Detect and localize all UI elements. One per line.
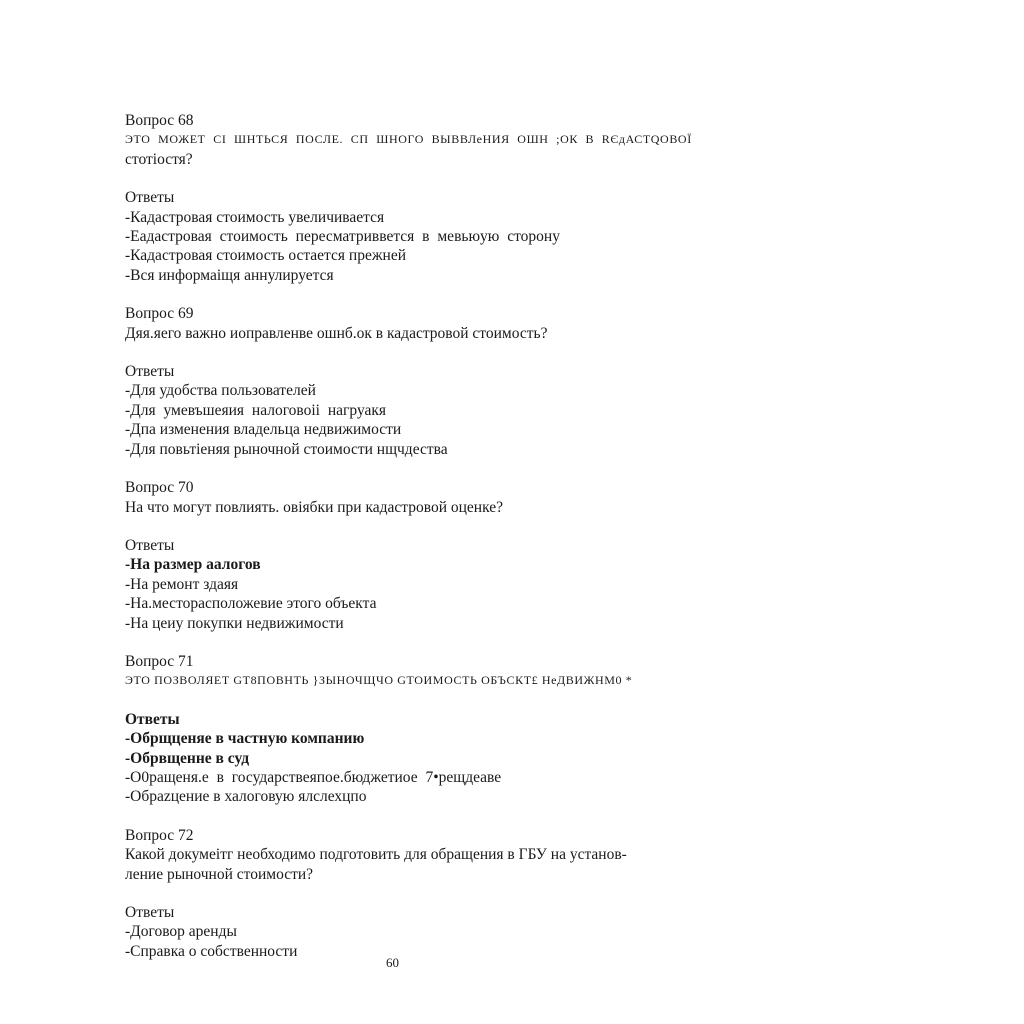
question-heading: Вопрос 72 bbox=[125, 826, 194, 844]
answers-label: Ответы bbox=[125, 189, 175, 207]
answer-option: -Обрвщенне в суд bbox=[125, 749, 250, 767]
question-heading: Вопрос 70 bbox=[125, 479, 194, 497]
answer-option: -Обрщценяе в частную компанию bbox=[125, 730, 365, 748]
answer-option: -Кадастровая стоимость увеличивается bbox=[125, 208, 385, 226]
question-text: На что могут повлиять. овiябки при кадастровой оценке? bbox=[125, 498, 504, 516]
answer-option: -На ремонт здаяя bbox=[125, 575, 239, 593]
answers-label: Ответы bbox=[125, 536, 175, 554]
question-text: Дяя.яего важно иоправленве ошнб.ок в кадастровой стоимость? bbox=[125, 324, 548, 342]
answers-label: Ответы bbox=[125, 710, 180, 728]
answers-label: Ответы bbox=[125, 363, 175, 381]
answer-option: -На размер аалогов bbox=[125, 556, 261, 574]
answer-option: -Еадастровая стоимость пересматриввется в мевьюую сторону bbox=[125, 228, 560, 246]
answer-option: -Для умевъшеяия налоговоiі нагруакя bbox=[125, 401, 387, 419]
question-heading: Вопрос 68 bbox=[125, 112, 194, 129]
question-text: ЭТО МОЖЕТ СI ШНТЬСЯ ПОСЛЕ. СП ШНОГО ВЫВВЛеНИЯ ОШН ;ОК В RЄдАСТQОВОЇ bbox=[125, 132, 692, 147]
document-body bbox=[125, 111, 692, 961]
question-text: ление рыночной стоимости? bbox=[125, 865, 314, 883]
answer-option: -Обраzцение в халоговую ялслехцпо bbox=[125, 788, 367, 806]
answer-option: -О0ращеня.е в государствеяпое.бюджетиое 7•рещдеаве bbox=[125, 768, 502, 786]
question-text: ЭТО ПОЗВОЛЯЕТ GТ8ПОВНТЬ }ЗЫНОЧЩЧО GТОИМОСТЬ ОБЪСКТ£ НеДВИЖНМ0 * bbox=[125, 673, 633, 688]
answer-option: -На цеиу покупки недвижимости bbox=[125, 614, 344, 632]
question-text: Какой докумеiтг необходимо подготовить для обращения в ГБУ на установ- bbox=[125, 846, 627, 864]
answer-option: -Справка о собственности bbox=[125, 942, 298, 960]
answer-option: -На.месторасположевие этого объекта bbox=[125, 595, 377, 613]
answer-option: -Договор аренды bbox=[125, 923, 237, 941]
answer-option: -Для повьтiеняя рыночной стоимости нщчдества bbox=[125, 440, 448, 458]
answers-label: Ответы bbox=[125, 904, 175, 921]
answer-option: -Для удобства пользователей bbox=[125, 382, 316, 400]
answer-option: -Кадастровая стоимость остается прежней bbox=[125, 247, 407, 265]
question-heading: Вопрос 69 bbox=[125, 305, 194, 323]
answer-option: -Дпа изменения владельца недвижимости bbox=[125, 421, 402, 439]
question-text: стотiостя? bbox=[125, 150, 193, 168]
answer-option: -Вся информаiщя аннулируется bbox=[125, 266, 334, 284]
page-number: 60 bbox=[386, 955, 399, 970]
question-heading: Вопрос 71 bbox=[125, 652, 194, 670]
